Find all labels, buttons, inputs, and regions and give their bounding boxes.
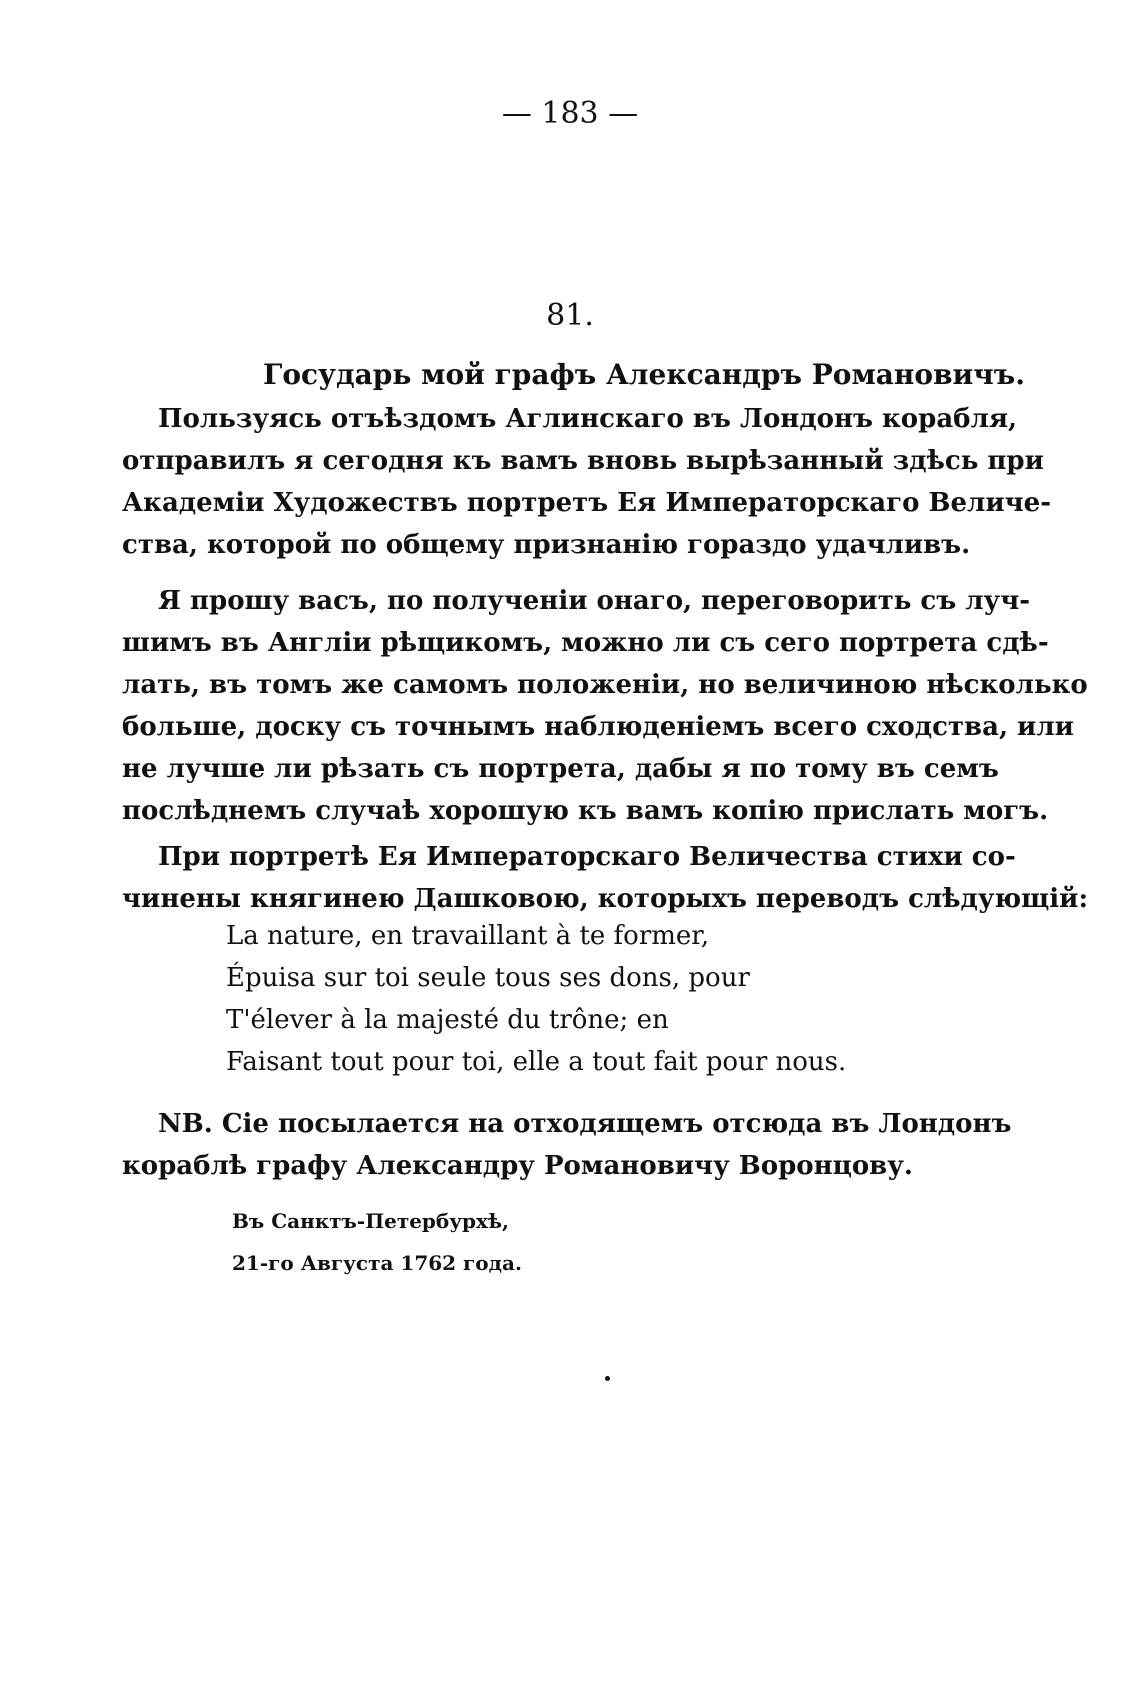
text-line: Пользуясь отъѣздомъ Аглинскаго въ Лондонъ корабля, [158, 404, 1018, 434]
text-line: лать, въ томъ же самомъ положеніи, но величиною нѣсколько [122, 670, 1088, 700]
poem-line: Épuisa sur toi seule tous ses dons, pour [226, 963, 750, 993]
text-line: Академіи Художествъ портретъ Ея Императорскаго Величе- [122, 488, 1051, 518]
closing-place-date [232, 1200, 522, 1284]
text-line: NB. Сіе посылается на отходящемъ отсюда въ Лондонъ [158, 1109, 1012, 1139]
poem-line: Faisant tout pour toi, elle a tout fait pour nous. [226, 1047, 847, 1077]
paragraph-2 [122, 580, 1088, 832]
closing-date: 21-го Августа 1762 года. [232, 1251, 522, 1275]
poem-line: T'élever à la majesté du trône; en [226, 1005, 669, 1035]
poem-line: La nature, en travaillant à te former, [226, 921, 710, 951]
text-line: больше, доску съ точнымъ наблюденіемъ всего сходства, или [122, 712, 1074, 742]
french-poem [226, 915, 846, 1083]
page-number: — 183 — [501, 96, 639, 131]
text-line: Я прошу васъ, по полученіи онаго, переговорить съ луч- [158, 586, 1031, 616]
text-line: чинены княгинею Дашковою, которыхъ переводъ слѣдующій: [122, 884, 1089, 914]
text-line: ства, которой по общему признанію гораздо удачливъ. [122, 530, 971, 560]
closing-place: Въ Санктъ-Петербурхѣ, [232, 1209, 509, 1233]
salutation: Государь мой графъ Александръ Романовичъ. [263, 358, 1026, 391]
text-line: При портретѣ Ея Императорскаго Величества стихи со- [158, 842, 1016, 872]
ink-speck [605, 1376, 610, 1381]
text-line: послѣднемъ случаѣ хорошую къ вамъ копію прислать могъ. [122, 796, 1049, 826]
paragraph-1 [122, 398, 1051, 566]
text-line: шимъ въ Англіи рѣщикомъ, можно ли съ сего портрета сдѣ- [122, 628, 1049, 658]
letter-number: 81. [546, 298, 594, 333]
text-line: кораблѣ графу Александру Романовичу Воронцову. [122, 1151, 913, 1181]
paragraph-3 [122, 836, 1089, 920]
nota-bene [122, 1103, 1012, 1187]
text-line: отправилъ я сегодня къ вамъ вновь вырѣзанный здѣсь при [122, 446, 1044, 476]
text-line: не лучше ли рѣзать съ портрета, дабы я по тому въ семъ [122, 754, 999, 784]
